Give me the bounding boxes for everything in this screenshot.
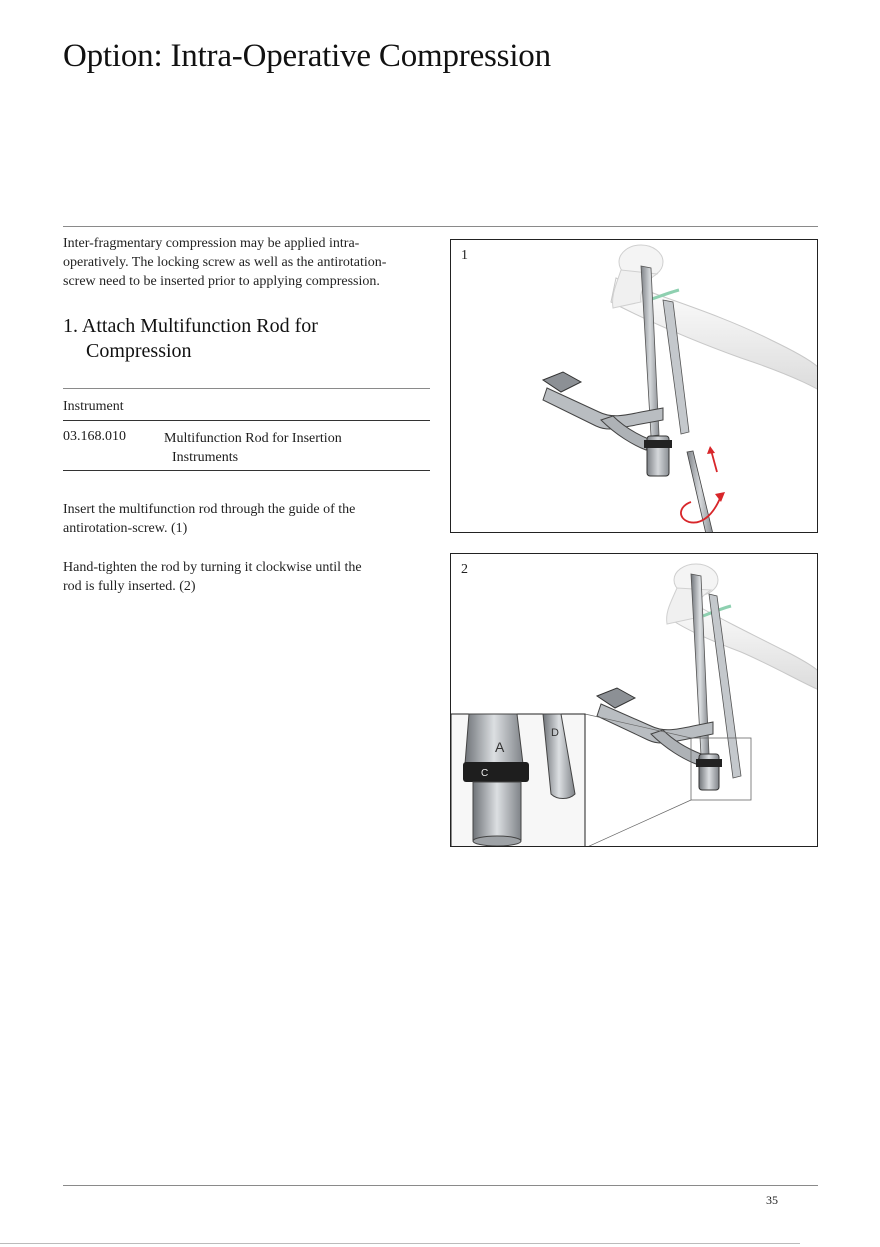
inset-label-d: D: [551, 727, 559, 739]
rotate-arrowhead: [715, 492, 725, 502]
inset-sleeve-end: [473, 836, 521, 846]
callout-line-bottom: [585, 800, 691, 847]
figure-1: [450, 239, 818, 533]
insert-arrowhead: [707, 446, 715, 454]
page-number: 35: [766, 1193, 778, 1207]
inset-sleeve-top: [465, 714, 523, 764]
bottom-edge-rule: [0, 1243, 800, 1244]
intro-line-1: Inter-fragmentary compression may be applied intra-: [63, 236, 360, 251]
title-divider: [63, 226, 818, 227]
figure-1-number: 1: [461, 248, 468, 263]
figure-2-number: 2: [461, 562, 468, 577]
femur-shaft: [611, 278, 818, 390]
intro-paragraph: [63, 234, 433, 291]
para1-line-2: antirotation-screw. (1): [63, 521, 188, 536]
figure-2: [450, 553, 818, 847]
inset-ring: [463, 762, 529, 782]
instrument-desc-line1: Multifunction Rod for Insertion: [164, 431, 342, 446]
table-header: Instrument: [63, 399, 124, 414]
table-header-rule: [63, 420, 430, 421]
intro-line-2: operatively. The locking screw as well as the antirotation-: [63, 255, 387, 270]
instrument-description: [164, 429, 342, 467]
para2-line-2: rod is fully inserted. (2): [63, 579, 196, 594]
para2-line-1: Hand-tighten the rod by turning it clockwise until the: [63, 560, 362, 575]
instrument-desc-line2: Instruments: [172, 450, 239, 465]
guide-ring: [644, 440, 672, 448]
table-bottom-rule: [63, 470, 430, 471]
para1-line-1: Insert the multifunction rod through the guide of the: [63, 502, 356, 517]
step1-heading-line2: Compression: [86, 340, 192, 362]
aiming-arm: [543, 388, 663, 429]
guide-ring: [696, 759, 722, 767]
instruction-paragraph-2: [63, 558, 433, 596]
page-title: Option: Intra-Operative Compression: [63, 38, 551, 74]
inset-label-c: C: [481, 768, 489, 779]
inset-sleeve-body: [473, 782, 521, 845]
inset-label-a: A: [495, 739, 505, 755]
step1-heading-line1: 1. Attach Multifunction Rod for: [63, 315, 318, 337]
instrument-code: 03.168.010: [63, 429, 126, 444]
instruction-paragraph-1: [63, 500, 433, 538]
figure-1-illustration: [451, 240, 818, 533]
footer-divider: [63, 1185, 818, 1186]
step1-heading: [63, 314, 318, 364]
table-top-rule: [63, 388, 430, 389]
intro-line-3: screw need to be inserted prior to applying compression.: [63, 274, 380, 289]
figure-2-illustration: [451, 554, 818, 847]
